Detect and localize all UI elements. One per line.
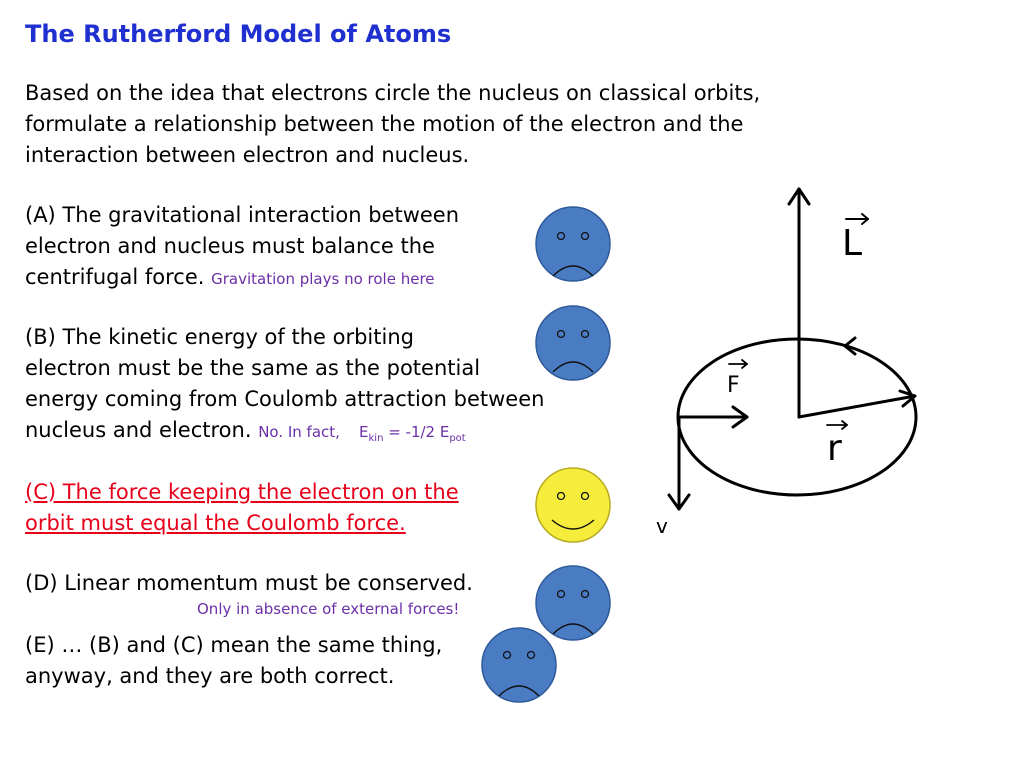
- option-d-feedback: Only in absence of external forces!: [197, 600, 460, 618]
- option-e-text: (E) … (B) and (C) mean the same thing,: [25, 633, 443, 657]
- option-b-feedback: No. In fact, $E_{kin} = -1/2$ $E_{pot}$: [258, 423, 466, 444]
- option-c-text: orbit must equal the Coulomb force.: [25, 511, 406, 535]
- option-b-text: nucleus and electron.: [25, 418, 252, 442]
- option-a-feedback: Gravitation plays no role here: [211, 270, 435, 288]
- sad-face-icon: [536, 306, 610, 380]
- sad-face-icon: [482, 628, 556, 702]
- happy-face-icon: [536, 468, 610, 542]
- sad-face-icon: [536, 566, 610, 640]
- option-b-text: energy coming from Coulomb attraction between: [25, 387, 545, 411]
- intro-line: formulate a relationship between the motion of the electron and the: [25, 112, 744, 136]
- page-title: The Rutherford Model of Atoms: [25, 20, 452, 48]
- radius-vector: [799, 396, 915, 417]
- label-F: F: [727, 373, 740, 398]
- label-r: r: [827, 428, 842, 469]
- option-a-text: electron and nucleus must balance the: [25, 234, 435, 258]
- orbit-diagram: [669, 189, 916, 509]
- label-L: L: [842, 223, 863, 264]
- option-a-text: centrifugal force.: [25, 265, 205, 289]
- intro-line: Based on the idea that electrons circle the nucleus on classical orbits,: [25, 81, 761, 105]
- intro-line: interaction between electron and nucleus.: [25, 143, 470, 167]
- option-b-text: electron must be the same as the potential: [25, 356, 481, 380]
- label-v: v: [656, 514, 668, 538]
- option-d-text: (D) Linear momentum must be conserved.: [25, 571, 473, 595]
- option-c-text: (C) The force keeping the electron on the: [25, 480, 459, 504]
- option-e-text: anyway, and they are both correct.: [25, 664, 395, 688]
- option-a-text: (A) The gravitational interaction between: [25, 203, 460, 227]
- option-b-text: (B) The kinetic energy of the orbiting: [25, 325, 414, 349]
- sad-face-icon: [536, 207, 610, 281]
